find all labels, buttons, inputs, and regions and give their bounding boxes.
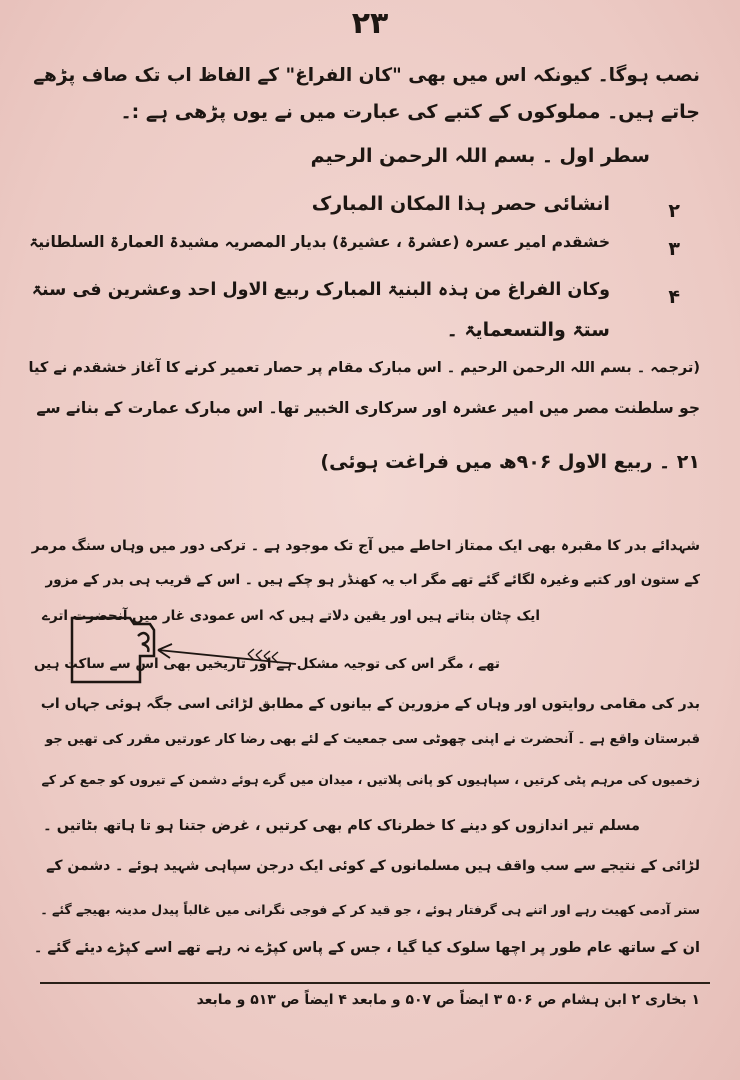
cave-sketch-with-arrow <box>60 610 300 690</box>
paragraph-3-line-1: بدر کی مقامی روایتوں اور وہاں کے مزورین کے بیانوں کے مطابق لڑائی اسی جگہ ہوئی جہاں اب <box>40 696 700 712</box>
footnote-divider <box>40 982 710 984</box>
inscription-number-3: ۳ <box>668 238 680 260</box>
paragraph-4-line-3: ان کے ساتھ عام طور پر اچھا سلوک کیا گیا ، جس کے پاس کپڑے نہ رہے تھے اسے کپڑے دیئے گئے ۔ <box>33 940 700 956</box>
footnotes: ۱ بخاری ۲ ابن ہشام ص ۵۰۶ ۳ ایضاً ص ۵۰۷ و مابعد ۴ ایضاً ص ۵۱۳ و مابعد <box>196 992 700 1008</box>
inscription-number-4: ۴ <box>668 286 680 308</box>
paragraph-2-line-3: ایک چٹان بتاتے ہیں اور یقین دلاتے ہیں کہ اس عمودی غار میں آنحضرت اترے <box>42 608 540 624</box>
paragraph-3-line-4: مسلم تیر اندازوں کو دینے کا خطرناک کام بھی کرتیں ، غرض جتنا ہو تا ہاتھ بٹاتیں ۔ <box>43 818 640 834</box>
inscription-line-4: وکان الفراغ من ہذہ البنیۃ المبارک ربیع الاول احد وعشرین فی سنۃ <box>31 280 610 300</box>
page-number: ۲۳ <box>351 6 389 41</box>
inscription-continuation: ستۃ والتسعمایۃ ۔ <box>446 319 610 341</box>
translation-line-2: جو سلطنت مصر میں امیر عشرہ اور سرکاری الخبیر تھا۔ اس مبارک عمارت کے بنانے سے <box>36 399 700 417</box>
inscription-line-1: سطر اول ۔ بسم اللہ الرحمن الرحیم <box>310 145 650 167</box>
paragraph-3-line-2: قبرستان واقع ہے ۔ آنحضرت نے اپنی چھوٹی سی جمعیت کے لئے بھی رضا کار عورتیں مقرر کی تھیں جو <box>45 732 700 747</box>
paragraph-4-line-1: لڑائی کے نتیجے سے سب واقف ہیں مسلمانوں کے کوئی ایک درجن سپاہی شہید ہوئے ۔ دشمن کے <box>46 858 700 874</box>
paragraph-2-line-2: کے ستون اور کتبے وغیرہ لگائے گئے تھے مگر اب یہ کھنڈر ہو چکے ہیں ۔ اس کے قریب ہی بدر کے مزور <box>45 572 700 588</box>
inscription-line-3: خشقدم امیر عسرہ (عشرۃ ، عشیرۃ) بدیار المصریہ مشیدۃ العمارۃ السلطانیۃ <box>29 233 610 251</box>
paragraph-2-line-4: تھے ، مگر اس کی توجیہ مشکل ہے اور تاریخیں بھی اس سے ساکت ہیں <box>34 656 500 672</box>
translation-line-1: (ترجمہ ۔ بسم اللہ الرحمن الرحیم ۔ اس مبارک مقام پر حصار تعمیر کرنے کا آغاز خشقدم نے کیا <box>28 360 700 376</box>
inscription-number-2: ۲ <box>668 200 680 222</box>
paragraph-1-line-2: جاتے ہیں۔ مملوکوں کے کتبے کی عبارت میں نے یوں پڑھی ہے :۔ <box>120 101 700 123</box>
inscription-line-2: انشائی حصر ہذا المکان المبارک <box>311 193 610 215</box>
paragraph-3-line-3: زخمیوں کی مرہم پٹی کرتیں ، سپاہیوں کو پانی پلاتیں ، میدان میں گرے ہوئے دشمن کے تیروں کو جمع کر کے <box>41 772 700 787</box>
paragraph-1-line-1: نصب ہوگا۔ کیونکہ اس میں بھی "کان الفراغ" کے الفاظ اب تک صاف پڑھے <box>33 65 700 86</box>
translation-line-3: ۲۱ ۔ ربیع الاول ۹۰۶ھ میں فراغت ہوئی) <box>320 451 700 473</box>
paragraph-2-line-1: شہدائے بدر کا مقبرہ بھی ایک ممتاز احاطے میں آج تک موجود ہے ۔ ترکی دور میں وہاں سنگ مرمر <box>31 538 700 554</box>
paragraph-4-line-2: ستر آدمی کھیت رہے اور اتنے ہی گرفتار ہوئے ، جو قید کر کے فوجی نگرانی میں غالباً پیدل مدینہ بھیجے گئے ۔ <box>40 902 700 917</box>
